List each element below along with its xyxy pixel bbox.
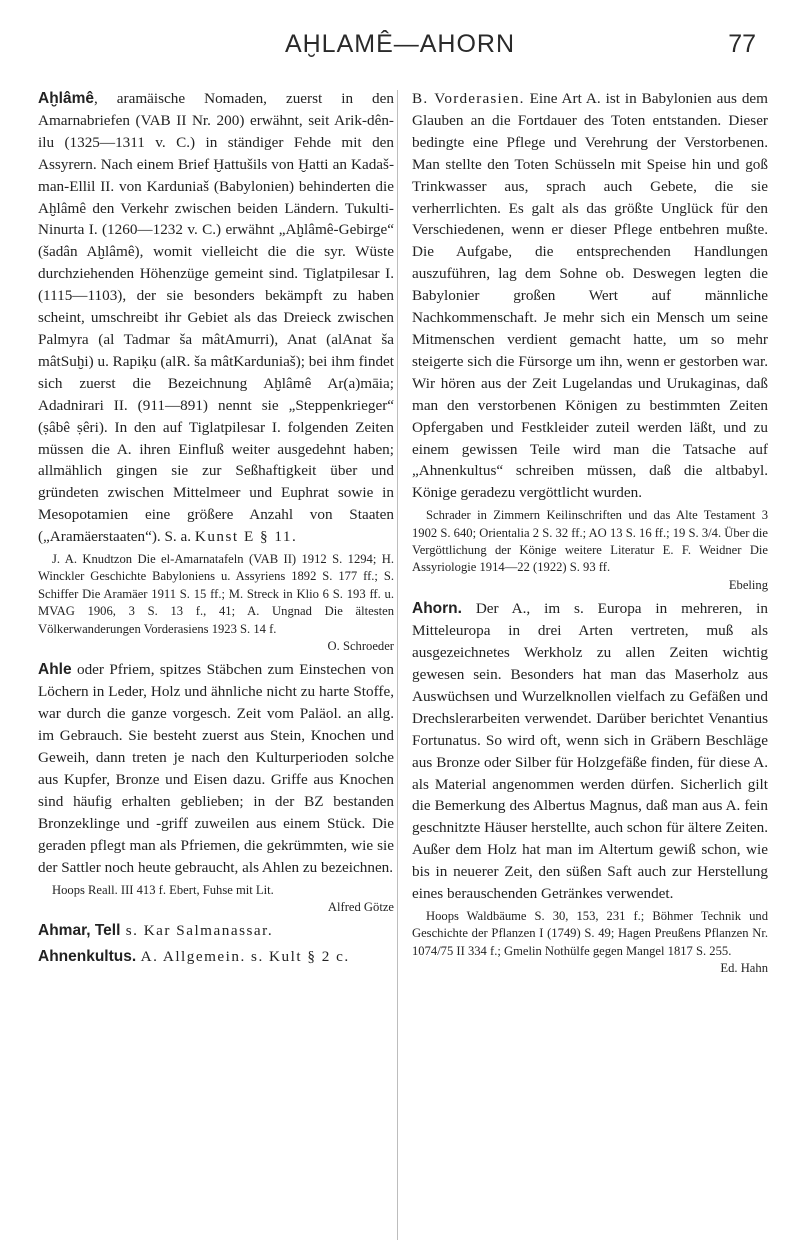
column-divider [397, 90, 398, 1240]
page-header [0, 0, 800, 60]
entry-ahnenkultus [38, 946, 394, 968]
entry-ahmar-crossref: s. Kar Salmanassar. [120, 922, 274, 940]
entry-ahnenkultus-vorderasien [412, 88, 768, 594]
entry-ahlame-bibliography: J. A. Knudtzon Die el-Amarnatafeln (VAB II) 1912 S. 1294; H. Winckler Geschichte Babyloniens u. Assyriens 1892 S. 177 ff.; S. Schiffer Die Aramäer 1911 S. 15 ff.; M. Streck in Klio 6 S. 193 ff. u. MVAG 1906, 3 S. 13 f., 41; A. Ungnad Die ältesten Völkerwanderungen Vorderasiens 1923 S. 14 f. [38, 552, 394, 636]
entry-ahle-bibliography: Hoops Reall. III 413 f. Ebert, Fuhse mit Lit. [52, 882, 274, 897]
entry-ahnenkultus-crossref: A. Allgemein. s. Kult § 2 c. [136, 948, 350, 966]
lemma-ahorn: Ahorn. [412, 600, 462, 618]
entry-ahorn [412, 598, 768, 977]
entry-vorderasien-text: Eine Art A. ist in Babylonien aus dem Glauben an die Fortdauer des Toten entstanden. Dieser bedingte eine Pflege und Verehrung der Verstorbenen. Man stellte den Toten Schüsseln mit Speise hin und goß Trinkwasser aus, sprach auch Gebete, die sie verherrlichten. Es galt als das größte Unglück für den Verschiedenen, wenn er dieser Pflege entbehren mußte. Die Aufgabe, die entsprechenden Handlungen auszuführen, lag dem Sohne ob. Deswegen legten die Babylonier großen Wert auf männliche Nachkommenschaft. Je mehr sich ein Mensch um seine Mitmenschen verdient gemacht hatte, um so mehr steigerte sich die Fürsorge um ihn, wenn er gestorben war. Wir hören aus der Zeit Lugelandas und Urukaginas, daß man den verstorbenen Königen zu bestimmten Zeiten Opfergaben und Festkleider zuteil werden läßt, und zu einem gewissen Teile wird man die Tatsache auf „Ahnenkultus“ schreiben müssen, daß die altbabyl. Könige geradezu vergöttlicht wurden. [412, 90, 768, 502]
entry-ahle [38, 659, 394, 916]
entry-ahle-author: Alfred Götze [327, 899, 394, 914]
entry-ahle-text: oder Pfriem, spitzes Stäbchen zum Einstechen von Löchern in Leder, Holz und ähnliche nicht zu harte Stoffe, war durch die ganze vorgesch. Zeit vom Paläol. an allg. im Gebrauch. Sie besteht zuerst aus Stein, Knochen und Geweih, dann treten je nach den Kulturperioden solche aus Kupfer, Bronze und Eisen dazu. Griffe aus Knochen sind häufig erhalten geblieben; in der BZ bestanden Bronzeklinge und -griff zuweilen aus einem Stück. Die geraden pflegt man als Pfriemen, die gekrümmten, wie sie der Sattler noch heute gebraucht, als Ahlen zu bezeichnen. [38, 661, 394, 876]
lemma-ahmar: Ahmar, Tell [38, 922, 121, 940]
entry-ahlame-crossref: Kunst E § 11. [194, 528, 298, 546]
entry-ahlame [38, 88, 394, 655]
entry-vorderasien-author: Ebeling [728, 577, 768, 592]
entry-ahorn-text: Der A., im s. Europa in mehreren, in Mitteleuropa in drei Arten vertreten, muß als ausgezeichnetes Werkholz zu allen Zeiten wichtig gewesen sein. Besonders hat man das Maserholz aus Auswüchsen und Wurzelknollen vielfach zu Gefäßen und Drechslerarbeiten verwendet. Darüber berichtet Venantius Fortunatus. So wird oft, wenn sich in Gräbern Beschläge aus Bronze oder Silber für Holzgefäße finden, für diese A. als Material angenommen werden dürfen. Sicherlich gilt die Bemerkung des Albertus Magnus, daß man aus A. fein geschnitzte Häuser herstellte, auch schon für ältere Zeiten. Außer dem Holz hat man im Altertum gewiß schon, wie bis in neuerer Zeit, den süßen Saft auch zur Herstellung eines berauschenden Getränkes verwendet. [412, 600, 768, 903]
entry-vorderasien-bibliography: Schrader in Zimmern Keilinschriften und das Alte Testament 3 1902 S. 640; Orientalia 2 S. 32 ff.; AO 13 S. 16 ff.; 19 S. 3/4. Über die Vergöttlichung der Könige weitere Literatur E. F. Weidner Die Assyriologie 1914—22 (1922) S. 93 ff. [412, 508, 768, 575]
entry-ahorn-bibliography: Hoops Waldbäume S. 30, 153, 231 f.; Böhmer Technik und Geschichte der Pflanzen I (1749) S. 49; Hagen Preußens Pflanzen Nr. 1074/75 II 334 f.; Gmelin Nothülfe gegen Mangel 1817 S. 255. [412, 908, 768, 958]
lemma-ahlame: Aḫlâmê [38, 90, 94, 107]
section-heading-vorderasien: B. Vorderasien. [412, 90, 525, 107]
left-column [38, 88, 394, 968]
entry-ahorn-author: Ed. Hahn [720, 961, 768, 976]
entry-ahmar [38, 920, 394, 942]
page-number: 77 [728, 30, 756, 58]
entry-ahlame-text: , aramäische Nomaden, zuerst in den Amarnabriefen (VAB II Nr. 200) erwähnt, seit Arik-dên-ilu (1325—1311 v. C.) in ständiger Fehde mit den Assyrern. Nach einem Brief Ḫattušils von Ḫatti an Kadaš-man-Ellil II. von Karduniaš (Babylonien) behinderten die Aḫlâmê den Verkehr zwischen beiden Ländern. Tukulti-Ninurta I. (1260—1232 v. C.) erwähnt „Aḫlâmê-Gebirge“ (šadân Aḫlâmê), womit vielleicht die die syr. Wüste durchziehenden Höhenzüge gemeint sind. Tiglatpilesar I. (1115—1103), der sie besonders bekämpft zu haben scheint, umschreibt ihr Gebiet als das Dreieck zwischen Palmyra (al Tadmar ša mâtAmurri), Anat (alAnat ša mâtSuḫi) u. Rapiḳu (alR. ša mâtKarduniaš); bei ihm findet sich zuerst die Bezeichnung Aḫlâmê Ar(a)māia; Adadnirari II. (911—891) nennt sie „Steppenkrieger“ (ṣâbê ṣêri). In den auf Tiglatpilesar I. folgenden Zeiten müssen die A. ihren Einfluß weiter ausgedehnt haben; allmählich gingen sie zur Seßhaftigkeit über und gründeten zwischen Mittelmeer und Euphrat sowie in Mesopotamien eine größere Anzahl von Staaten („Aramäerstaaten“). S. a. [38, 90, 394, 546]
right-column [412, 88, 768, 978]
running-head: AḪLAMÊ—AHORN [284, 30, 516, 58]
entry-ahlame-author: O. Schroeder [327, 639, 394, 654]
lemma-ahle: Ahle [38, 661, 72, 679]
lemma-ahnenkultus: Ahnenkultus. [38, 948, 137, 966]
